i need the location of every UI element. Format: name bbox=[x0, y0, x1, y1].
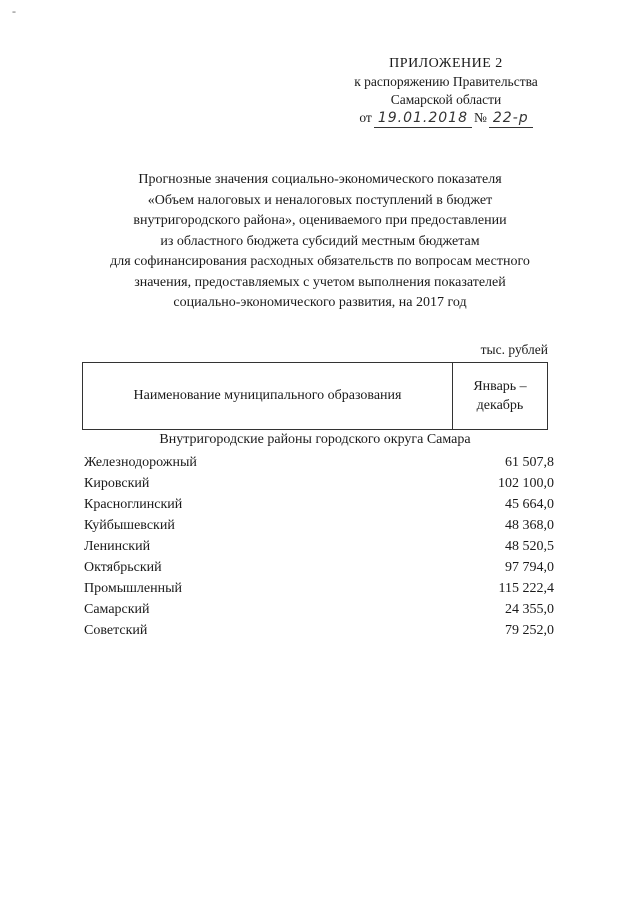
row-name: Куйбышевский bbox=[84, 518, 175, 533]
heading-line: «Объем налоговых и неналоговых поступлений в бюджет bbox=[147, 192, 493, 208]
row-name: Самарский bbox=[84, 602, 150, 617]
document-heading bbox=[60, 170, 580, 314]
heading-line: значения, предоставляемых с учетом выполнения показателей bbox=[134, 274, 506, 290]
appendix-line1: к распоряжению Правительства bbox=[354, 74, 538, 89]
row-value: 115 222,4 bbox=[498, 581, 554, 596]
number-prefix: № bbox=[474, 110, 487, 125]
appendix-date-line bbox=[336, 109, 556, 128]
column-header-period bbox=[453, 363, 547, 429]
row-value: 61 507,8 bbox=[505, 455, 554, 470]
row-value: 24 355,0 bbox=[505, 602, 554, 617]
appendix-line2: Самарской области bbox=[390, 92, 502, 107]
table-row bbox=[84, 599, 554, 620]
row-name: Октябрьский bbox=[84, 560, 162, 575]
row-value: 79 252,0 bbox=[505, 623, 554, 638]
appendix-title: ПРИЛОЖЕНИЕ 2 bbox=[389, 56, 503, 71]
appendix-block bbox=[336, 55, 556, 128]
row-name: Железнодорожный bbox=[84, 455, 197, 470]
date-prefix: от bbox=[359, 110, 372, 125]
row-value: 48 368,0 bbox=[505, 518, 554, 533]
heading-line: Прогнозные значения социально-экономического показателя bbox=[138, 172, 502, 187]
row-value: 45 664,0 bbox=[505, 497, 554, 512]
heading-line: для софинансирования расходных обязательств по вопросам местного bbox=[110, 254, 530, 269]
row-name: Кировский bbox=[84, 476, 150, 491]
heading-line: внутригородского района», оцениваемого при предоставлении bbox=[133, 213, 507, 228]
corner-mark: - bbox=[12, 4, 16, 18]
period-line2: декабрь bbox=[476, 398, 524, 413]
table-row bbox=[84, 557, 554, 578]
row-name: Ленинский bbox=[84, 539, 151, 554]
table-body bbox=[84, 452, 554, 641]
table-row bbox=[84, 578, 554, 599]
unit-label: тыс. рублей bbox=[480, 342, 548, 357]
row-name: Промышленный bbox=[84, 581, 182, 596]
table-row bbox=[84, 473, 554, 494]
handwritten-number: 22-р bbox=[489, 109, 533, 128]
row-value: 97 794,0 bbox=[505, 560, 554, 575]
row-name: Красноглинский bbox=[84, 497, 183, 512]
handwritten-date: 19.01.2018 bbox=[374, 109, 472, 128]
table-header bbox=[82, 362, 548, 430]
row-name: Советский bbox=[84, 623, 148, 638]
table-row bbox=[84, 494, 554, 515]
row-value: 48 520,5 bbox=[505, 539, 554, 554]
table-row bbox=[84, 515, 554, 536]
heading-line: из областного бюджета субсидий местным бюджетам bbox=[160, 233, 480, 249]
period-line1: Январь – bbox=[473, 379, 527, 394]
row-value: 102 100,0 bbox=[498, 476, 554, 491]
table-row bbox=[84, 452, 554, 473]
heading-line: социально-экономического развития, на 2017 год bbox=[173, 295, 467, 310]
table-row bbox=[84, 620, 554, 641]
group-title: Внутригородские районы городского округа Самара bbox=[159, 432, 471, 447]
column-header-name: Наименование муниципального образования bbox=[83, 363, 453, 429]
table-row bbox=[84, 536, 554, 557]
